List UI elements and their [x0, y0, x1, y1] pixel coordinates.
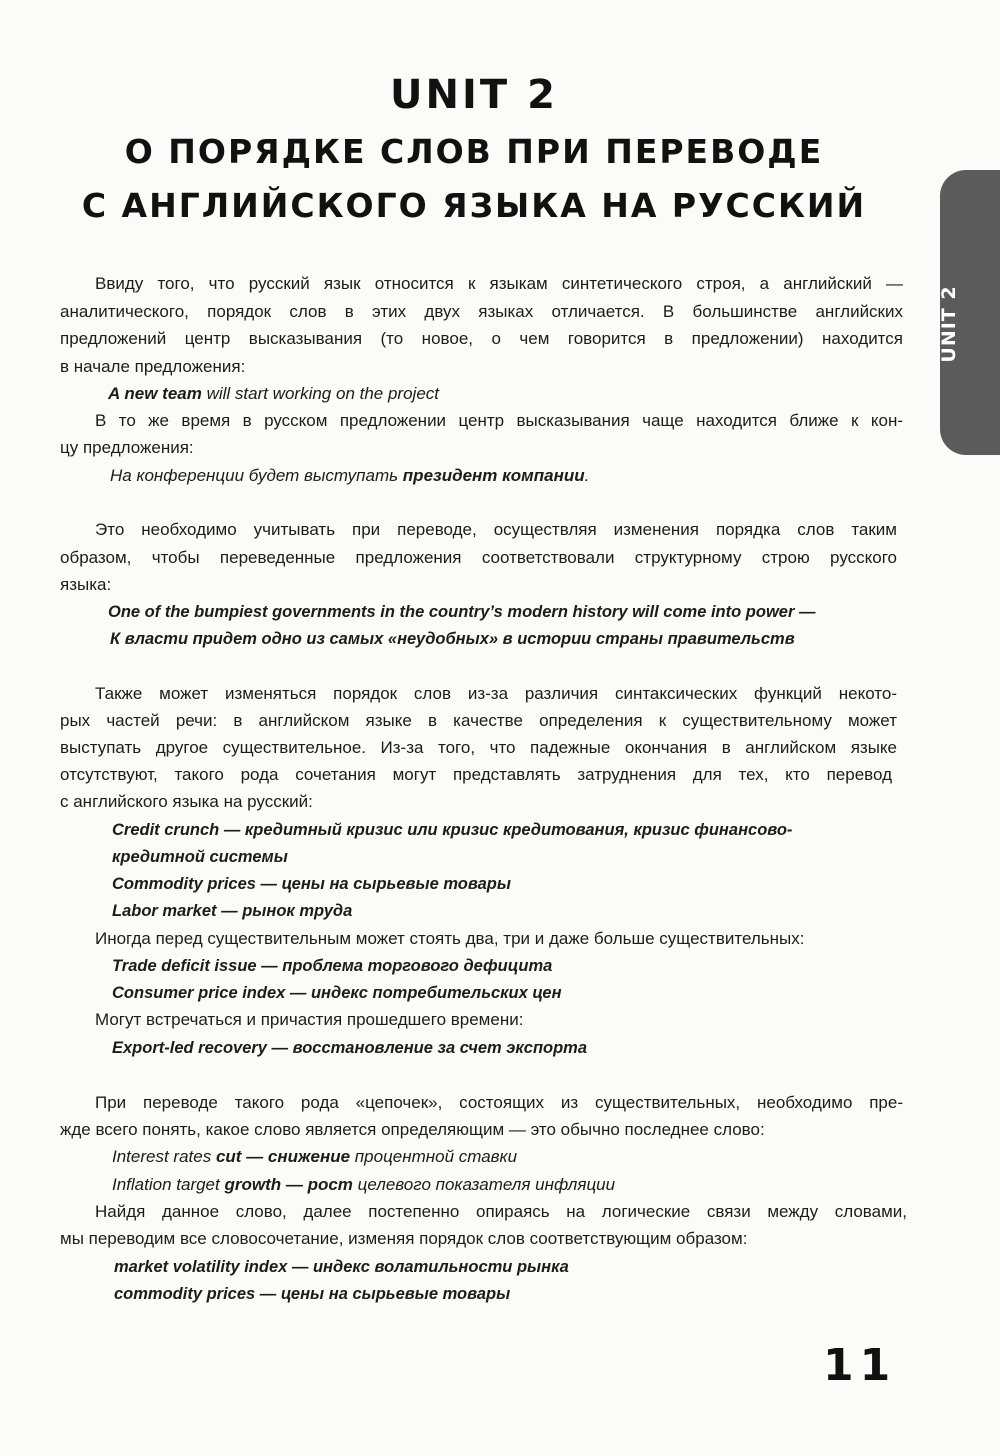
paragraph-4-line-4: отсутствуют, такого рода сочетания могут представлять затруднения для тех, кто перевод — [60, 765, 892, 784]
example-2-plain: На конференции будет выступать — [110, 466, 403, 485]
example-interest-rates — [112, 1146, 517, 1168]
example-1-rest: will start working on the project — [201, 384, 439, 403]
example-1-bold: A new team — [108, 384, 202, 403]
paragraph-7-line-1: При переводе такого рода «цепочек», состоящих из существительных, необходимо пре- — [95, 1093, 903, 1112]
paragraph-5: Иногда перед существительным может стоять два, три и даже больше существительных: — [95, 929, 805, 948]
example-2-bold: президент компании — [402, 466, 585, 485]
paragraph-1-line-3: предложений центр высказывания (то новое, о чем говорится в предложении) находится — [60, 329, 903, 348]
paragraph-3-line-3: языка: — [60, 575, 112, 594]
example-interest-rates-a: Interest rates — [112, 1147, 216, 1166]
example-1 — [108, 383, 439, 405]
term-commodity-prices: Commodity prices — цены на сырьевые товары — [112, 875, 511, 893]
paragraph-7-line-2: жде всего понять, какое слово является определяющим — это обычно последнее слово: — [60, 1120, 765, 1139]
paragraph-8-line-2: мы переводим все словосочетание, изменяя порядок слов соответствующим образом: — [60, 1229, 748, 1248]
term-credit-crunch: Credit crunch — кредитный кризис или кризис кредитования, кризис финансово- — [112, 821, 793, 839]
paragraph-3-line-2: образом, чтобы переведенные предложения соответствовали структурному строю русского — [60, 548, 897, 567]
paragraph-3-line-1: Это необходимо учитывать при переводе, осуществляя изменения порядка слов таким — [95, 520, 897, 539]
unit-side-tab-label: UNIT 2 — [938, 285, 960, 363]
term-commodity-prices-2: commodity prices — цены на сырьевые товары — [114, 1285, 511, 1303]
term-trade-deficit: Trade deficit issue — проблема торгового дефицита — [112, 957, 553, 975]
example-3-english: One of the bumpiest governments in the country’s modern history will come into power — — [108, 603, 816, 621]
paragraph-4-line-3: выступать другое существительное. Из-за того, что падежные окончания в английском языке — [60, 738, 897, 757]
term-export-led-recovery: Export-led recovery — восстановление за счет экспорта — [112, 1039, 588, 1057]
paragraph-4-line-5: с английского языка на русский: — [60, 792, 313, 811]
example-2-end: . — [584, 466, 590, 485]
paragraph-6: Могут встречаться и причастия прошедшего времени: — [95, 1010, 524, 1029]
paragraph-8-line-1: Найдя данное слово, далее постепенно опираясь на логические связи между словами, — [95, 1202, 907, 1221]
paragraph-4-line-2: рых частей речи: в английском языке в качестве определения к существительному может — [60, 711, 897, 730]
paragraph-1-line-2: аналитического, порядок слов в этих двух языках отличается. В большинстве английских — [60, 302, 903, 321]
paragraph-1-line-4: в начале предложения: — [60, 357, 246, 376]
page-title-line-2: С АНГЛИЙСКОГО ЯЗЫКА НА РУССКИЙ — [81, 186, 867, 225]
example-3-russian: К власти придет одно из самых «неудобных» в истории страны правительств — [110, 630, 795, 648]
example-inflation-target — [112, 1174, 615, 1196]
paragraph-4-line-1: Также может изменяться порядок слов из-за различия синтаксических функций некото- — [95, 684, 897, 703]
example-inflation-target-b: growth — рост — [224, 1175, 353, 1194]
term-credit-crunch-continued: кредитной системы — [112, 848, 288, 866]
example-interest-rates-c: процентной ставки — [350, 1147, 518, 1166]
term-consumer-price-index: Consumer price index — индекс потребительских цен — [112, 984, 562, 1002]
example-2 — [110, 465, 589, 487]
example-interest-rates-b: cut — снижение — [215, 1147, 351, 1166]
example-inflation-target-c: целевого показателя инфляции — [352, 1175, 616, 1194]
unit-heading: UNIT 2 — [390, 72, 558, 118]
page-number: 11 — [823, 1340, 897, 1391]
paragraph-1-line-1: Ввиду того, что русский язык относится к языкам синтетического строя, а английский — — [95, 274, 903, 293]
page-title-line-1: О ПОРЯДКЕ СЛОВ ПРИ ПЕРЕВОДЕ — [124, 132, 824, 171]
paragraph-2-line-1: В то же время в русском предложении центр высказывания чаще находится ближе к кон- — [95, 411, 903, 430]
paragraph-2-line-2: цу предложения: — [60, 438, 194, 457]
term-labor-market: Labor market — рынок труда — [112, 902, 353, 920]
example-inflation-target-a: Inflation target — [112, 1175, 225, 1194]
term-market-volatility-index: market volatility index — индекс волатильности рынка — [114, 1258, 569, 1276]
